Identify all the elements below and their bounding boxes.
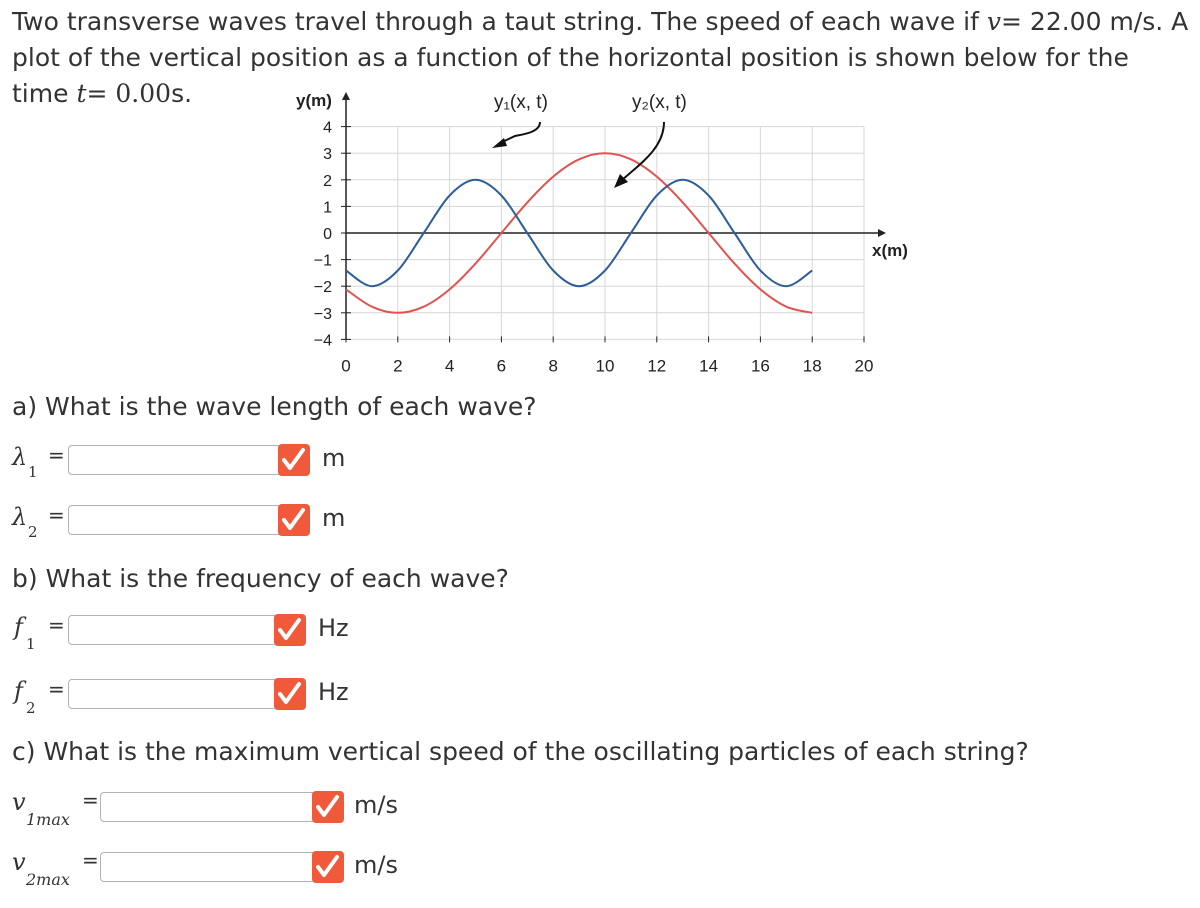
v1max-input[interactable] xyxy=(100,792,318,822)
arrow-y1-head xyxy=(492,138,507,148)
checkmark-icon xyxy=(282,447,306,473)
x-tick-label: 16 xyxy=(750,356,770,376)
f1-symbol: f xyxy=(14,613,23,641)
f2-subscript: 2 xyxy=(26,699,36,717)
checkmark-icon xyxy=(316,794,340,820)
v2max-symbol: v xyxy=(12,848,26,876)
y-tick-label: −2 xyxy=(313,279,332,297)
lambda2-subscript: 2 xyxy=(28,523,38,541)
lambda1-unit: m xyxy=(322,444,346,472)
v1max-equals: = xyxy=(82,788,99,812)
checkmark-icon xyxy=(278,617,302,643)
x-axis-ticks xyxy=(341,336,873,375)
wave-plot xyxy=(0,84,940,380)
equals-sign: = xyxy=(86,79,116,108)
check-button-lambda1[interactable] xyxy=(278,444,310,476)
f1-input[interactable] xyxy=(68,615,280,645)
v2max-equals: = xyxy=(82,848,99,872)
question-a: a) What is the wave length of each wave? xyxy=(12,392,537,421)
question-b: b) What is the frequency of each wave? xyxy=(12,564,509,593)
y-tick-label: −1 xyxy=(313,252,332,270)
f1-equals: = xyxy=(48,613,65,637)
check-button-f2[interactable] xyxy=(274,678,306,710)
check-button-lambda2[interactable] xyxy=(278,504,310,536)
arrow-y2 xyxy=(622,122,664,180)
t-symbol: t xyxy=(76,79,87,108)
x-axis-label: x(m) xyxy=(872,241,908,260)
legend-y2: y₂(x, t) xyxy=(632,92,687,113)
question-c: c) What is the maximum vertical speed of the oscillating particles of each string? xyxy=(12,737,1029,766)
v1max-symbol: v xyxy=(12,788,26,816)
answer-row-lambda1 xyxy=(12,443,612,483)
x-tick-label: 10 xyxy=(595,356,615,376)
checkmark-icon xyxy=(278,681,302,707)
check-button-f1[interactable] xyxy=(274,614,306,646)
checkmark-icon xyxy=(316,854,340,880)
f2-unit: Hz xyxy=(318,678,349,706)
x-tick-label: 0 xyxy=(341,356,351,376)
lambda2-symbol: λ xyxy=(12,503,28,531)
v2max-input[interactable] xyxy=(100,852,318,882)
f2-input[interactable] xyxy=(68,679,280,709)
y-tick-label: 1 xyxy=(323,199,332,217)
checkmark-icon xyxy=(282,507,306,533)
y-tick-label: 3 xyxy=(323,146,332,164)
check-button-v1max[interactable] xyxy=(312,791,344,823)
x-tick-label: 14 xyxy=(699,356,719,376)
lambda1-subscript: 1 xyxy=(28,463,38,481)
v1max-subscript: 1max xyxy=(26,810,70,829)
x-axis-arrow xyxy=(878,229,886,237)
time-value: 0.00 xyxy=(115,79,172,108)
problem-text-1: Two transverse waves travel through a taut string. The speed of each wave if xyxy=(12,7,987,36)
y-tick-label: 4 xyxy=(323,119,332,137)
x-tick-label: 20 xyxy=(854,356,874,376)
check-button-v2max[interactable] xyxy=(312,851,344,883)
y-axis-label: y(m) xyxy=(296,91,332,110)
speed-value: 22.00 xyxy=(1029,7,1102,36)
legend-y1: y₁(x, t) xyxy=(494,92,548,113)
lambda1-equals: = xyxy=(48,443,65,467)
y-tick-label: 0 xyxy=(323,226,332,243)
equals-sign: = xyxy=(1001,7,1030,36)
answer-row-lambda2 xyxy=(12,503,612,543)
lambda1-input[interactable] xyxy=(68,445,284,475)
y-axis-arrow xyxy=(342,92,350,100)
answer-row-f2 xyxy=(12,677,612,717)
x-tick-label: 18 xyxy=(802,356,822,376)
chart-axes xyxy=(342,92,886,339)
f1-subscript: 1 xyxy=(26,635,36,653)
problem-text-2: m/s. A plot of the vertical position as a function of the horizontal position is shown below for the time xyxy=(12,7,1189,108)
x-tick-label: 4 xyxy=(444,356,455,376)
x-tick-label: 8 xyxy=(548,356,558,376)
f2-symbol: f xyxy=(14,677,23,705)
lambda2-input[interactable] xyxy=(68,505,284,535)
lambda2-unit: m xyxy=(322,504,346,532)
v-symbol: v xyxy=(986,7,1002,36)
y-tick-label: −4 xyxy=(313,332,332,350)
f2-equals: = xyxy=(48,677,65,701)
v2max-subscript: 2max xyxy=(26,870,70,889)
problem-text-3: s. xyxy=(171,79,193,108)
y-tick-label: 2 xyxy=(323,172,332,190)
answer-row-v2max xyxy=(12,850,612,890)
y-tick-label: −3 xyxy=(313,305,332,323)
x-tick-label: 2 xyxy=(393,356,403,376)
v1max-unit: m/s xyxy=(354,791,398,819)
answer-row-f1 xyxy=(12,613,612,653)
answer-row-v1max xyxy=(12,790,612,830)
x-tick-label: 6 xyxy=(496,356,507,376)
f1-unit: Hz xyxy=(318,614,349,642)
x-tick-label: 12 xyxy=(647,356,667,376)
v2max-unit: m/s xyxy=(354,851,398,879)
lambda2-equals: = xyxy=(48,503,65,527)
lambda1-symbol: λ xyxy=(12,443,28,471)
